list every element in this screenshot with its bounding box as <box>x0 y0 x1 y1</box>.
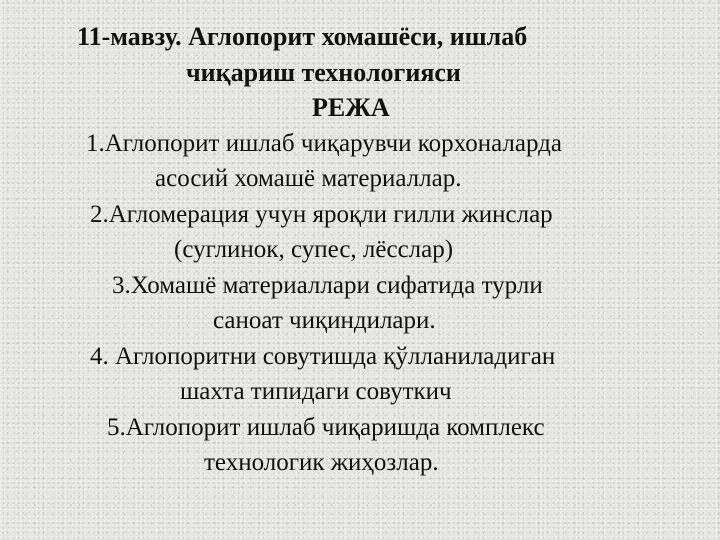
plan-item-5-line-2: технологик жиҳозлар. <box>204 449 439 476</box>
plan-item-3-line-2: саноат чиқиндилари. <box>213 307 436 334</box>
title-line-1: 11-мавзу. Аглопорит хомашёси, ишлаб <box>77 22 528 51</box>
plan-item-1-line-1: 1.Аглопорит ишлаб чиқарувчи корхоналарда <box>86 130 562 157</box>
plan-item-3-line-1: 3.Хомашё материаллари сифатида турли <box>112 272 543 299</box>
plan-item-1-line-2: асосий хомашё материаллар. <box>155 165 462 192</box>
plan-item-5-line-1: 5.Аглопорит ишлаб чиқаришда комплекс <box>107 414 545 441</box>
plan-item-2-line-1: 2.Агломерация учун яроқли гилли жинслар <box>90 201 553 228</box>
plan-item-2-line-2: (суглинок, супес, лёсслар) <box>174 236 454 263</box>
title-line-2: чиқариш технологияси <box>186 58 461 87</box>
plan-item-4-line-2: шахта типидаги совуткич <box>180 378 452 405</box>
plan-heading: РЕЖА <box>312 93 390 122</box>
plan-item-4-line-1: 4. Аглопоритни совутишда қўлланиладиган <box>90 343 556 370</box>
